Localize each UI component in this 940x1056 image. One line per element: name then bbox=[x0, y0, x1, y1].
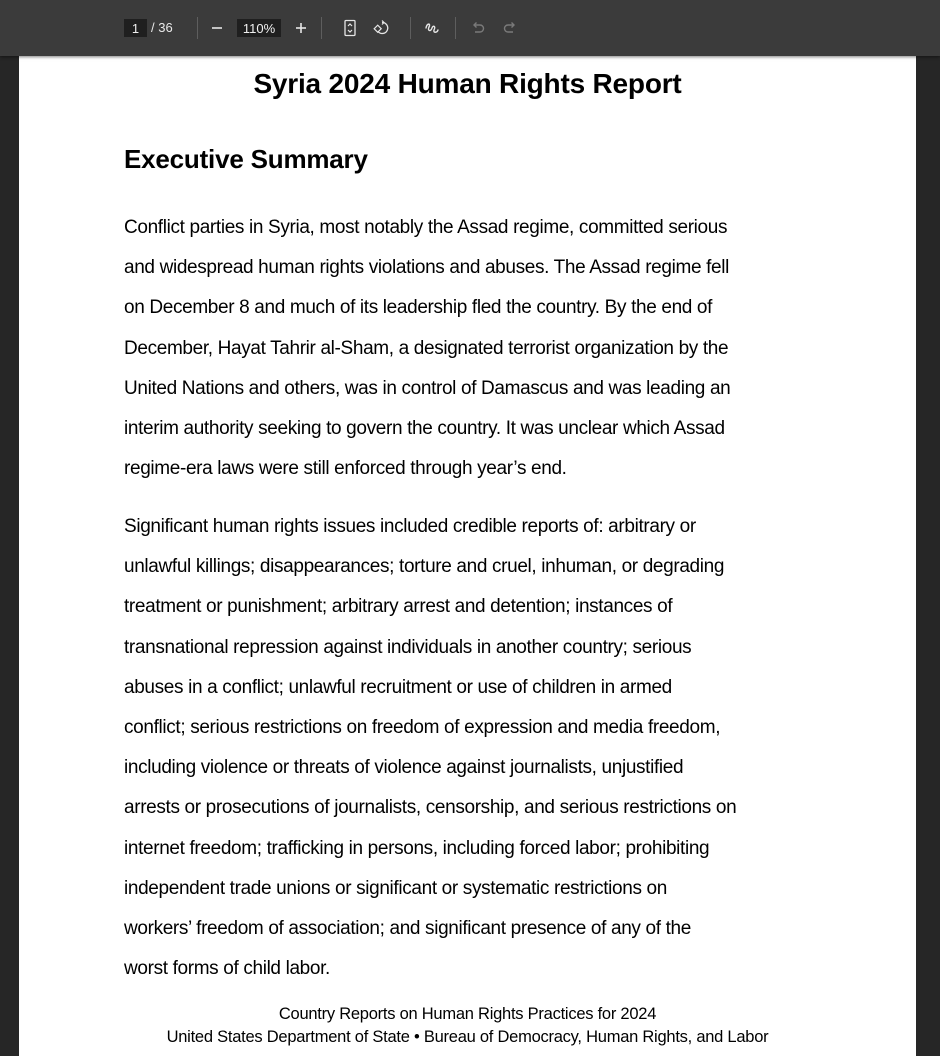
text-line: arrests or prosecutions of journalists, censorship, and serious restrictions on bbox=[124, 797, 737, 819]
plus-icon bbox=[294, 21, 308, 35]
text-line: Significant human rights issues included credible reports of: arbitrary or bbox=[124, 516, 696, 537]
page-footer bbox=[19, 1003, 916, 1049]
text-line: United Nations and others, was in control of Damascus and was leading an bbox=[124, 377, 731, 399]
toolbar-divider bbox=[410, 17, 411, 39]
draw-icon bbox=[423, 19, 441, 37]
footer-line: Country Reports on Human Rights Practices for 2024 bbox=[278, 1005, 657, 1023]
document-title: Syria 2024 Human Rights Report bbox=[253, 68, 682, 99]
toolbar-divider bbox=[455, 17, 456, 39]
paragraph bbox=[124, 507, 824, 989]
text-line: December, Hayat Tahrir al-Sham, a designated terrorist organization by the bbox=[124, 337, 729, 359]
viewer-background bbox=[916, 56, 940, 1050]
text-line: including violence or threats of violence against journalists, unjustified bbox=[124, 757, 684, 779]
zoom-level-input[interactable] bbox=[237, 19, 281, 37]
text-line: worst forms of child labor. bbox=[124, 958, 330, 980]
toolbar-divider bbox=[197, 17, 198, 39]
footer-line: United States Department of State • Bureau of Democracy, Human Rights, and Labor bbox=[166, 1028, 769, 1046]
viewer-background bbox=[0, 56, 19, 1050]
text-line: treatment or punishment; arbitrary arrest and detention; instances of bbox=[124, 596, 673, 618]
page-total-label: / 36 bbox=[151, 20, 173, 35]
text-line: regime-era laws were still enforced through year’s end. bbox=[124, 458, 567, 480]
draw-button[interactable] bbox=[420, 16, 444, 40]
text-line: abuses in a conflict; unlawful recruitment or use of children in armed bbox=[124, 676, 672, 698]
text-line: workers’ freedom of association; and significant presence of any of the bbox=[124, 918, 691, 940]
toolbar-divider bbox=[321, 17, 322, 39]
redo-icon bbox=[502, 20, 518, 36]
rotate-icon bbox=[373, 19, 391, 37]
text-line: unlawful killings; disappearances; torture and cruel, inhuman, or degrading bbox=[124, 556, 725, 578]
undo-button[interactable] bbox=[466, 16, 490, 40]
rotate-button[interactable] bbox=[370, 16, 394, 40]
text-line: and widespread human rights violations and abuses. The Assad regime fell bbox=[124, 257, 729, 279]
text-line: independent trade unions or significant or systematic restrictions on bbox=[124, 877, 667, 899]
text-line: conflict; serious restrictions on freedom of expression and media freedom, bbox=[124, 717, 721, 739]
paragraph bbox=[124, 208, 824, 489]
zoom-out-button[interactable] bbox=[205, 16, 229, 40]
page-number-input[interactable] bbox=[124, 19, 147, 37]
section-heading: Executive Summary bbox=[124, 144, 368, 174]
minus-icon bbox=[210, 21, 224, 35]
fit-to-page-icon bbox=[342, 19, 358, 37]
text-line: transnational repression against individuals in another country; serious bbox=[124, 636, 692, 658]
text-line: on December 8 and much of its leadership fled the country. By the end of bbox=[124, 297, 713, 319]
text-line: internet freedom; trafficking in persons, including forced labor; prohibiting bbox=[124, 837, 710, 859]
fit-to-page-button[interactable] bbox=[338, 16, 362, 40]
undo-icon bbox=[470, 20, 486, 36]
zoom-in-button[interactable] bbox=[289, 16, 313, 40]
redo-button[interactable] bbox=[498, 16, 522, 40]
text-line: Conflict parties in Syria, most notably the Assad regime, committed serious bbox=[124, 217, 728, 238]
text-line: interim authority seeking to govern the country. It was unclear which Assad bbox=[124, 418, 725, 440]
pdf-toolbar bbox=[0, 0, 940, 56]
pdf-page bbox=[19, 56, 916, 1056]
